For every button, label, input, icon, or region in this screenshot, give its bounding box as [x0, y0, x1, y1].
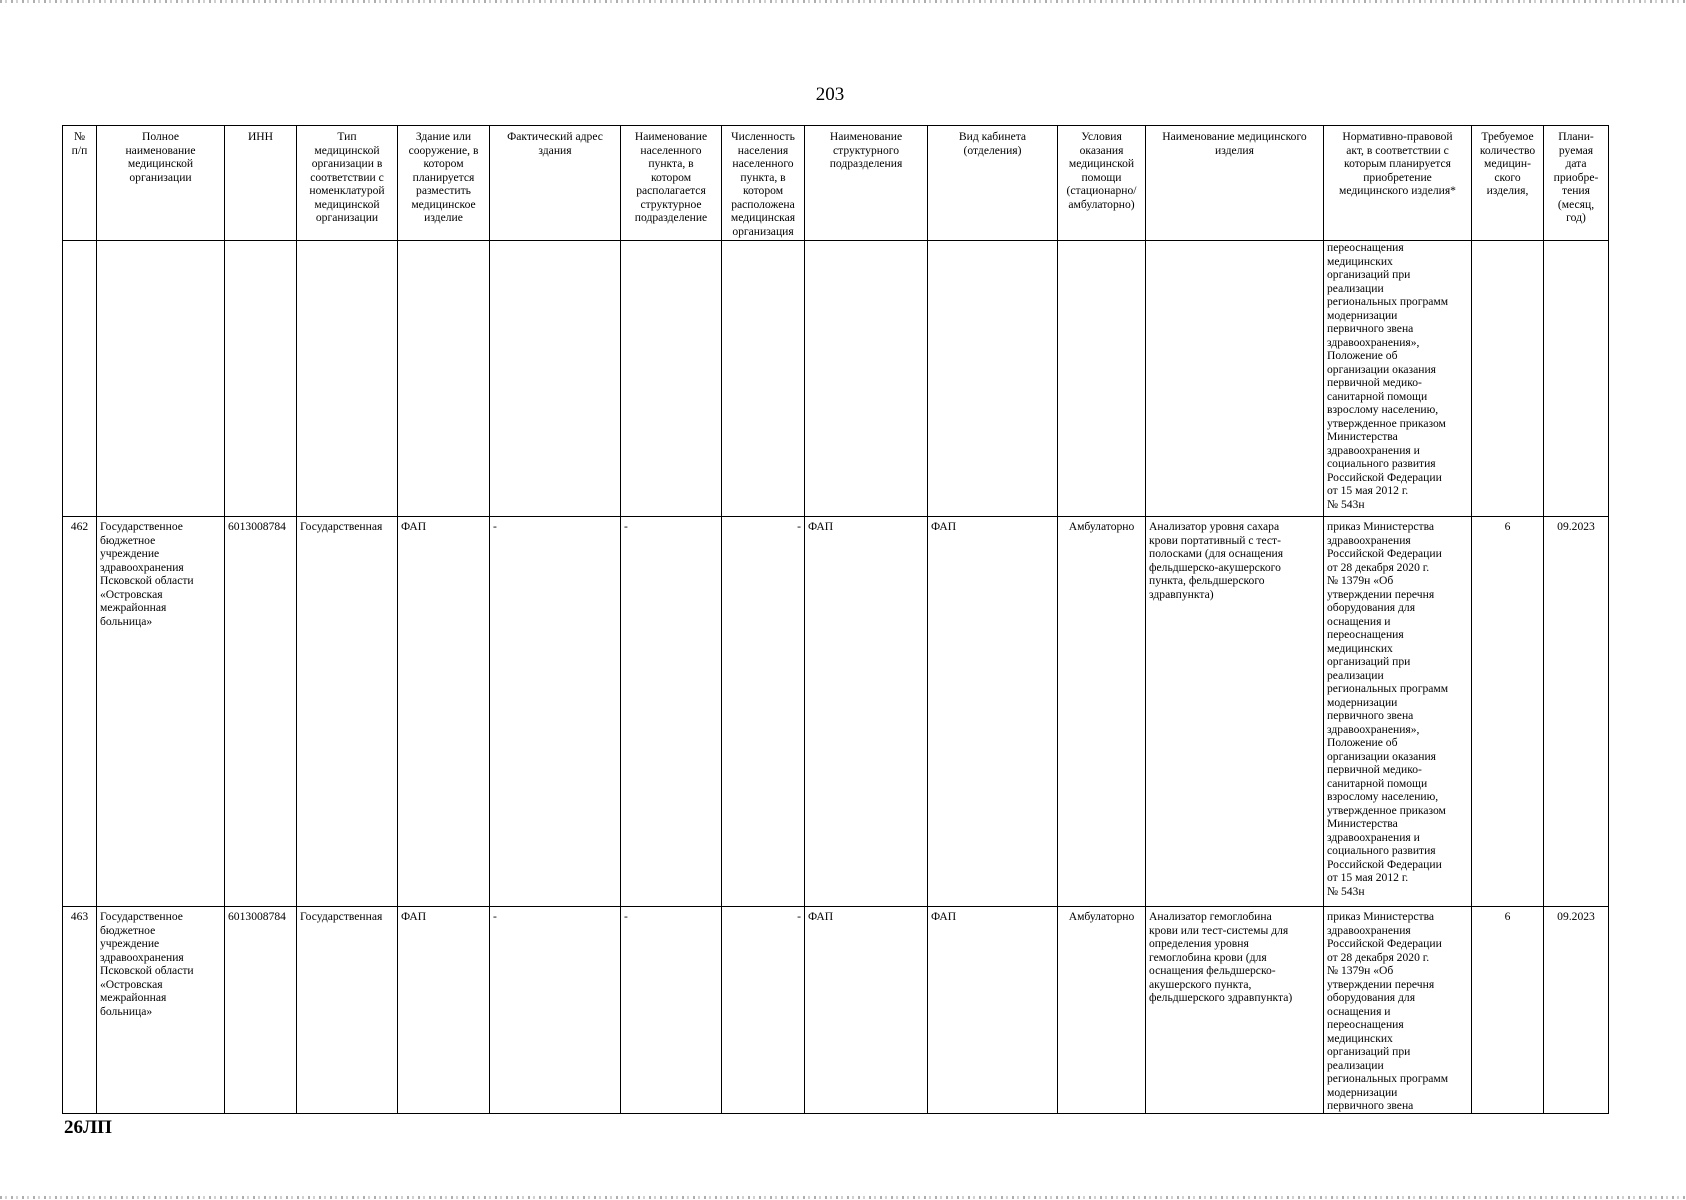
cell-empty	[621, 241, 722, 517]
cell-address: -	[490, 517, 621, 907]
col-header-inn: ИНН	[225, 126, 297, 241]
col-header-locality: Наименование населенного пункта, в котором располагается структурное подразделение	[621, 126, 722, 241]
table-header-row	[63, 126, 1609, 241]
cell-empty	[63, 241, 97, 517]
cell-address: -	[490, 907, 621, 1114]
cell-qty: 6	[1472, 907, 1544, 1114]
cell-population: -	[722, 517, 805, 907]
cell-building: ФАП	[398, 907, 490, 1114]
cell-empty	[928, 241, 1058, 517]
cell-unit: ФАП	[805, 907, 928, 1114]
col-header-cabinet: Вид кабинета (отделения)	[928, 126, 1058, 241]
cell-locality: -	[621, 907, 722, 1114]
scan-edge-top	[0, 0, 1686, 3]
document-code: 26ЛП	[64, 1117, 112, 1138]
cell-locality: -	[621, 517, 722, 907]
cell-unit: ФАП	[805, 517, 928, 907]
table-row	[63, 517, 1609, 907]
col-header-unit: Наименование структурного подразделения	[805, 126, 928, 241]
cell-org-type: Государственная	[297, 517, 398, 907]
cell-number: 462	[63, 517, 97, 907]
col-header-number: № п/п	[63, 126, 97, 241]
cell-conditions: Амбулаторно	[1058, 907, 1146, 1114]
cell-date: 09.2023	[1544, 907, 1609, 1114]
cell-empty	[722, 241, 805, 517]
cell-org-type: Государственная	[297, 907, 398, 1114]
cell-empty	[398, 241, 490, 517]
cell-empty	[1146, 241, 1324, 517]
page-number: 203	[815, 84, 845, 105]
cell-empty	[297, 241, 398, 517]
cell-qty: 6	[1472, 517, 1544, 907]
col-header-date: Плани- руемая дата приобре- тения (месяц, год)	[1544, 126, 1609, 241]
cell-number: 463	[63, 907, 97, 1114]
cell-inn: 6013008784	[225, 907, 297, 1114]
cell-device: Анализатор гемоглобина крови или тест-системы для определения уровня гемоглобина крови (для оснащения фельдшерско- акушерского пункта, фельдшерского здравпункта)	[1146, 907, 1324, 1114]
cell-empty	[1058, 241, 1146, 517]
cell-empty	[97, 241, 225, 517]
cell-empty	[490, 241, 621, 517]
cell-building: ФАП	[398, 517, 490, 907]
col-header-address: Фактический адрес здания	[490, 126, 621, 241]
col-header-org-type: Тип медицинской организации в соответствии с номенклатурой медицинской организации	[297, 126, 398, 241]
cell-npa: приказ Министерства здравоохранения Российской Федерации от 28 декабря 2020 г. № 1379н «Об утверждении перечня оборудования для оснащения и переоснащения медицинских организаций при реализации региональных программ модернизации первичного звена	[1324, 907, 1472, 1114]
cell-empty	[1544, 241, 1609, 517]
col-header-qty: Требуемое количество медицин- ского изделия,	[1472, 126, 1544, 241]
cell-empty	[1472, 241, 1544, 517]
cell-conditions: Амбулаторно	[1058, 517, 1146, 907]
cell-org-name: Государственное бюджетное учреждение здравоохранения Псковской области «Островская межрайонная больница»	[97, 517, 225, 907]
equipment-table	[62, 125, 1609, 1114]
cell-empty	[225, 241, 297, 517]
cell-npa-continuation: переоснащения медицинских организаций при реализации региональных программ модернизации первичного звена здравоохранения», Положение об организации оказания первичной медико- санитарной помощи взрослому населению, утвержденное приказом Министерства здравоохранения и социального развития Российской Федерации от 15 мая 2012 г. № 543н	[1324, 241, 1472, 517]
scan-edge-bottom	[0, 1196, 1686, 1199]
cell-inn: 6013008784	[225, 517, 297, 907]
cell-org-name: Государственное бюджетное учреждение здравоохранения Псковской области «Островская межрайонная больница»	[97, 907, 225, 1114]
cell-cabinet: ФАП	[928, 517, 1058, 907]
table-row	[63, 907, 1609, 1114]
col-header-device: Наименование медицинского изделия	[1146, 126, 1324, 241]
col-header-npa: Нормативно-правовой акт, в соответствии с которым планируется приобретение медицинского изделия*	[1324, 126, 1472, 241]
cell-device: Анализатор уровня сахара крови портативный с тест- полосками (для оснащения фельдшерско-акушерского пункта, фельдшерского здравпункта)	[1146, 517, 1324, 907]
col-header-building: Здание или сооружение, в котором планируется разместить медицинское изделие	[398, 126, 490, 241]
col-header-conditions: Условия оказания медицинской помощи (стационарно/ амбулаторно)	[1058, 126, 1146, 241]
col-header-population: Численность населения населенного пункта, в котором расположена медицинская организация	[722, 126, 805, 241]
cell-empty	[805, 241, 928, 517]
table-row-continuation	[63, 241, 1609, 517]
cell-npa: приказ Министерства здравоохранения Российской Федерации от 28 декабря 2020 г. № 1379н «Об утверждении перечня оборудования для оснащения и переоснащения медицинских организаций при реализации региональных программ модернизации первичного звена здравоохранения», Положение об организации оказания первичной медико- санитарной помощи взрослому населению, утвержденное приказом Министерства здравоохранения и социального развития Российской Федерации от 15 мая 2012 г. № 543н	[1324, 517, 1472, 907]
col-header-org-name: Полное наименование медицинской организации	[97, 126, 225, 241]
cell-population: -	[722, 907, 805, 1114]
cell-date: 09.2023	[1544, 517, 1609, 907]
cell-cabinet: ФАП	[928, 907, 1058, 1114]
